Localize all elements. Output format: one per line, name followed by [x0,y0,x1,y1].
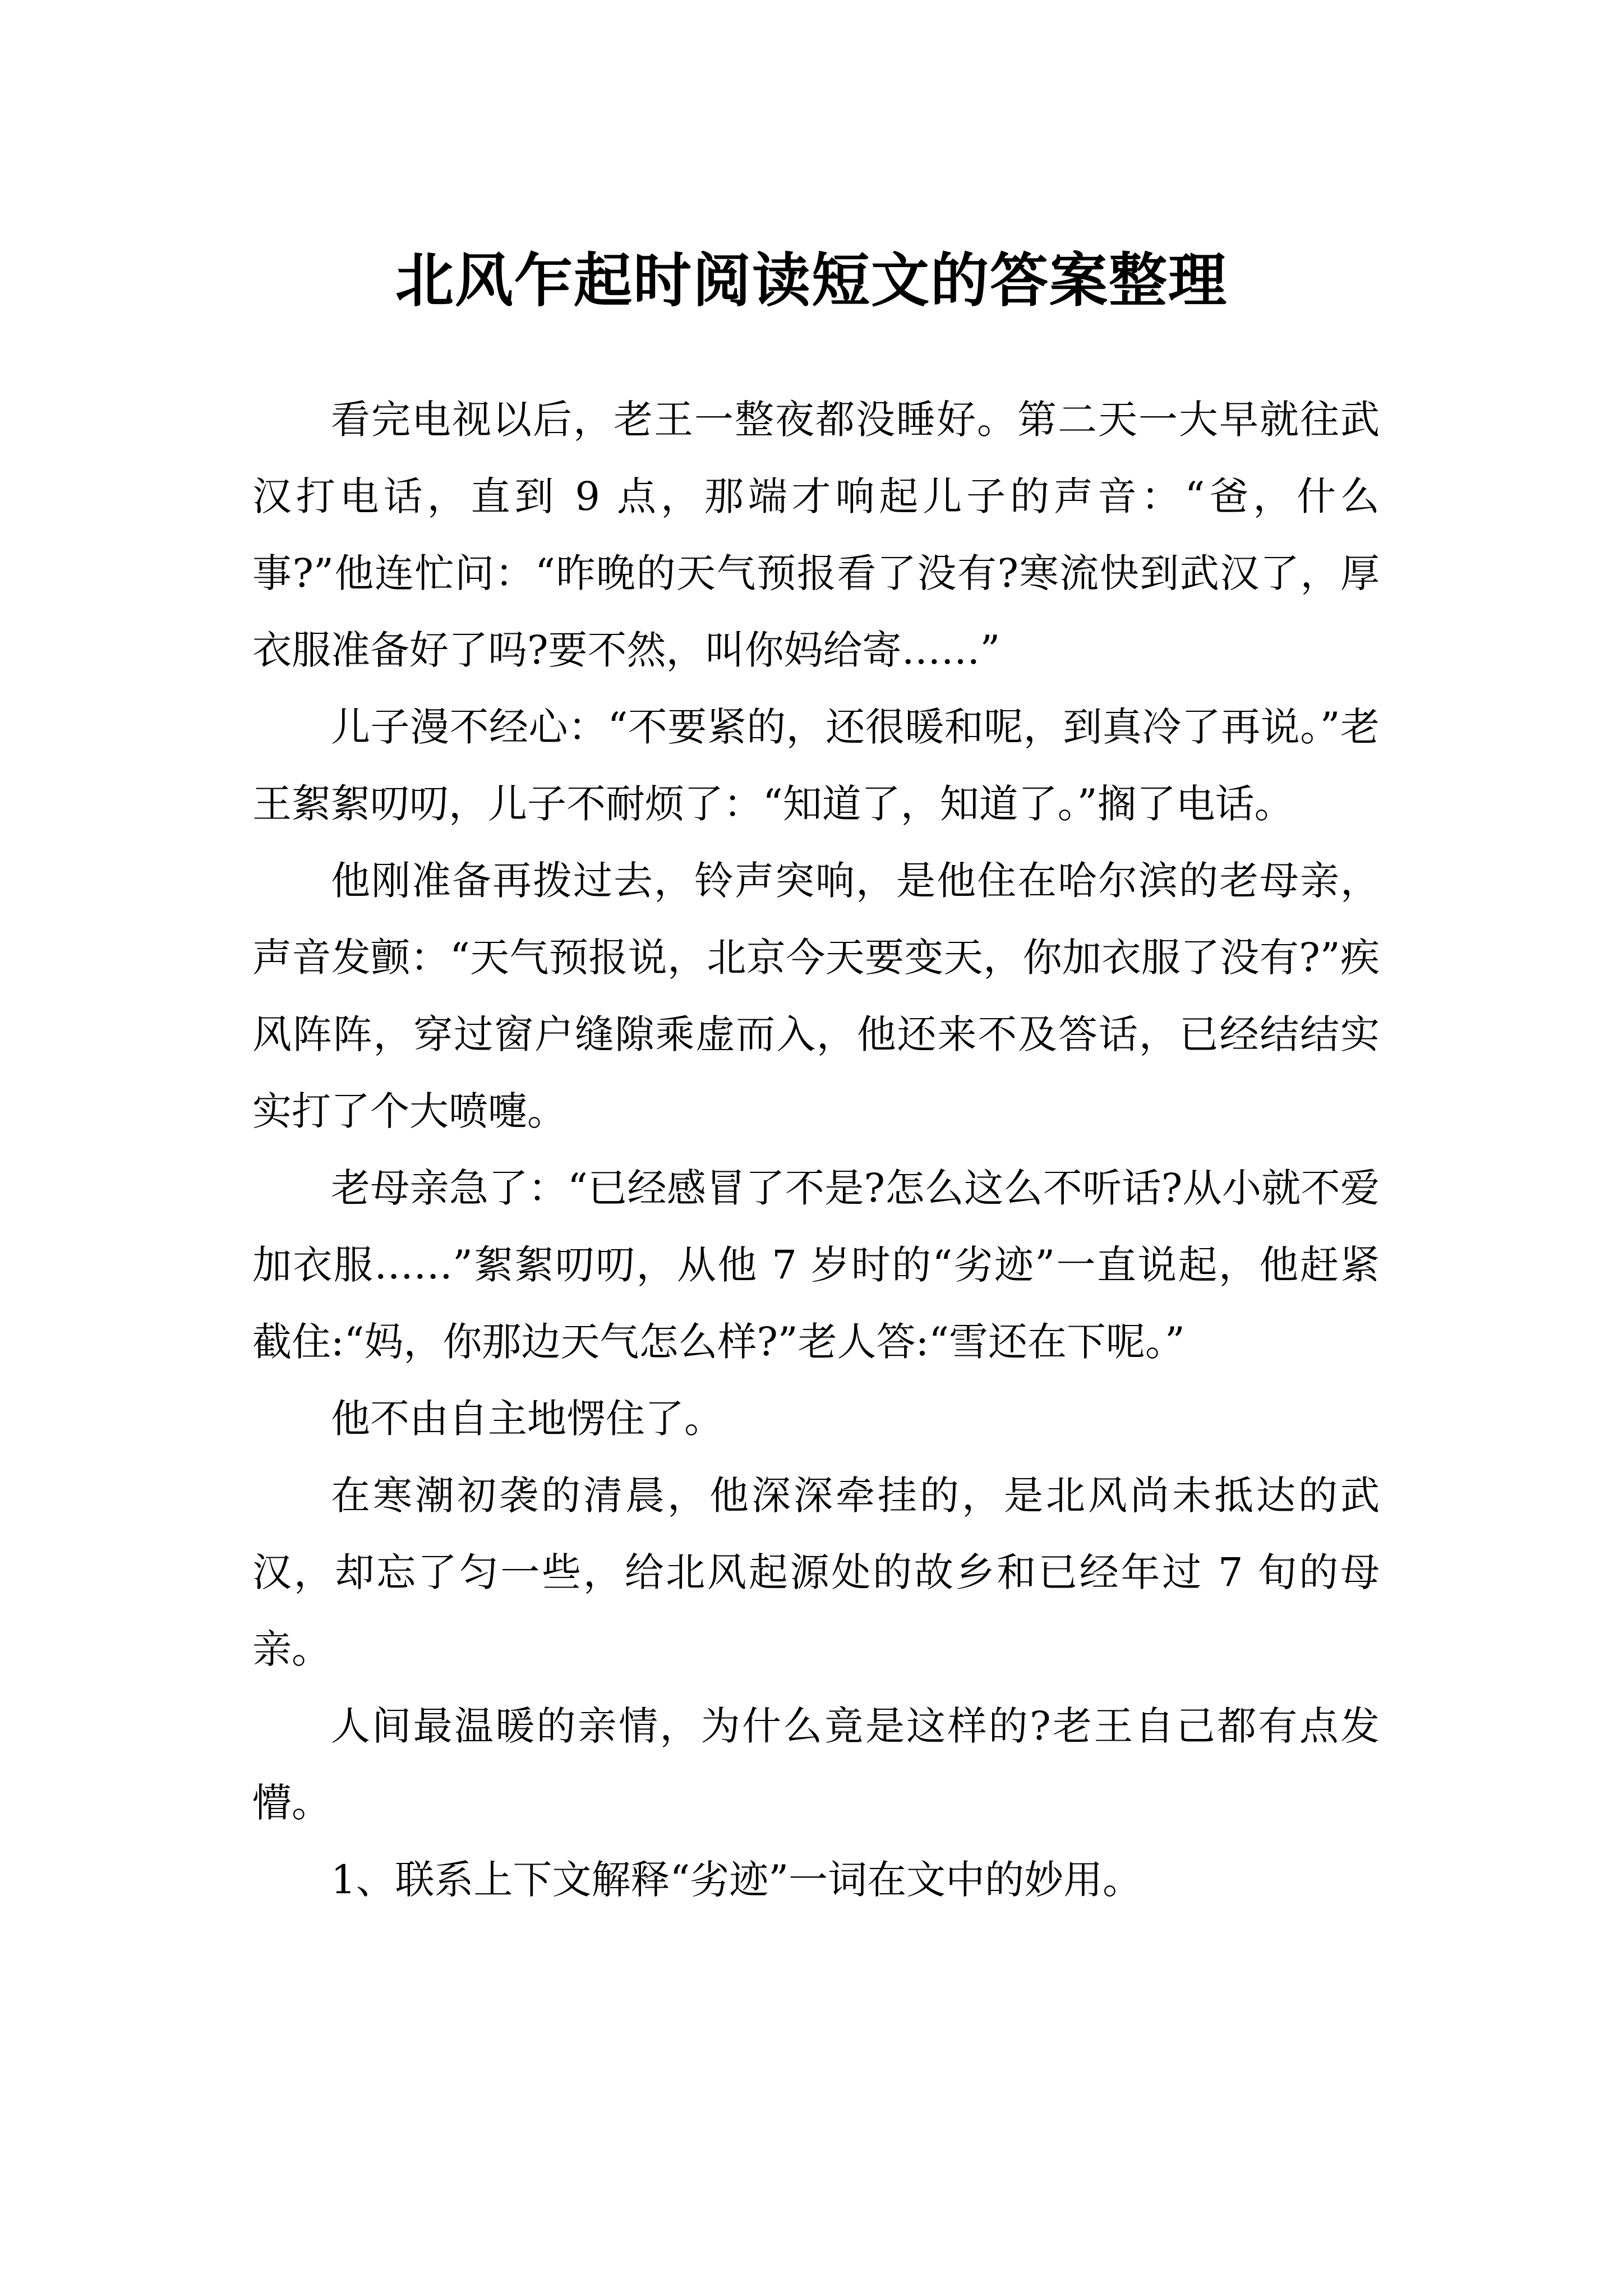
question-1: 1、联系上下文解释“劣迹”一词在文中的妙用。 [331,1857,1142,1903]
paragraph-4: 老母亲急了：“已经感冒了不是?怎么这么不听话?从小就不爱加衣服……”絮絮叨叨，从他 7 岁时的“劣迹”一直说起，他赶紧截住:“妈，你那边天气怎么样?”老人答:“雪还在下呢。” [252,1165,1380,1365]
paragraph-2: 儿子漫不经心：“不要紧的，还很暖和呢，到真冷了再说。”老王絮絮叨叨，儿子不耐烦了：“知道了，知道了。”搁了电话。 [252,704,1380,827]
paragraph-5: 他不由自主地愣住了。 [331,1396,723,1442]
paragraph-7: 人间最温暖的亲情，为什么竟是这样的?老王自己都有点发懵。 [252,1703,1380,1826]
paragraph-3: 他刚准备再拨过去，铃声突响，是他住在哈尔滨的老母亲，声音发颤：“天气预报说，北京今天要变天，你加衣服了没有?”疾风阵阵，穿过窗户缝隙乘虚而入，他还来不及答话，已经结结实实打了个大喷嚏。 [252,858,1380,1134]
document-body [252,381,1380,1918]
document-title: 北风乍起时阅读短文的答案整理 [395,245,1228,315]
paragraph-1: 看完电视以后，老王一整夜都没睡好。第二天一大早就往武汉打电话，直到 9 点，那端才响起儿子的声音：“爸，什么事?”他连忙问：“昨晚的天气预报看了没有?寒流快到武汉了，厚衣服准备好了吗?要不然，叫你妈给寄……” [252,397,1380,673]
paragraph-6: 在寒潮初袭的清晨，他深深牵挂的，是北风尚未抵达的武汉，却忘了匀一些，给北风起源处的故乡和已经年过 7 旬的母亲。 [252,1473,1380,1672]
